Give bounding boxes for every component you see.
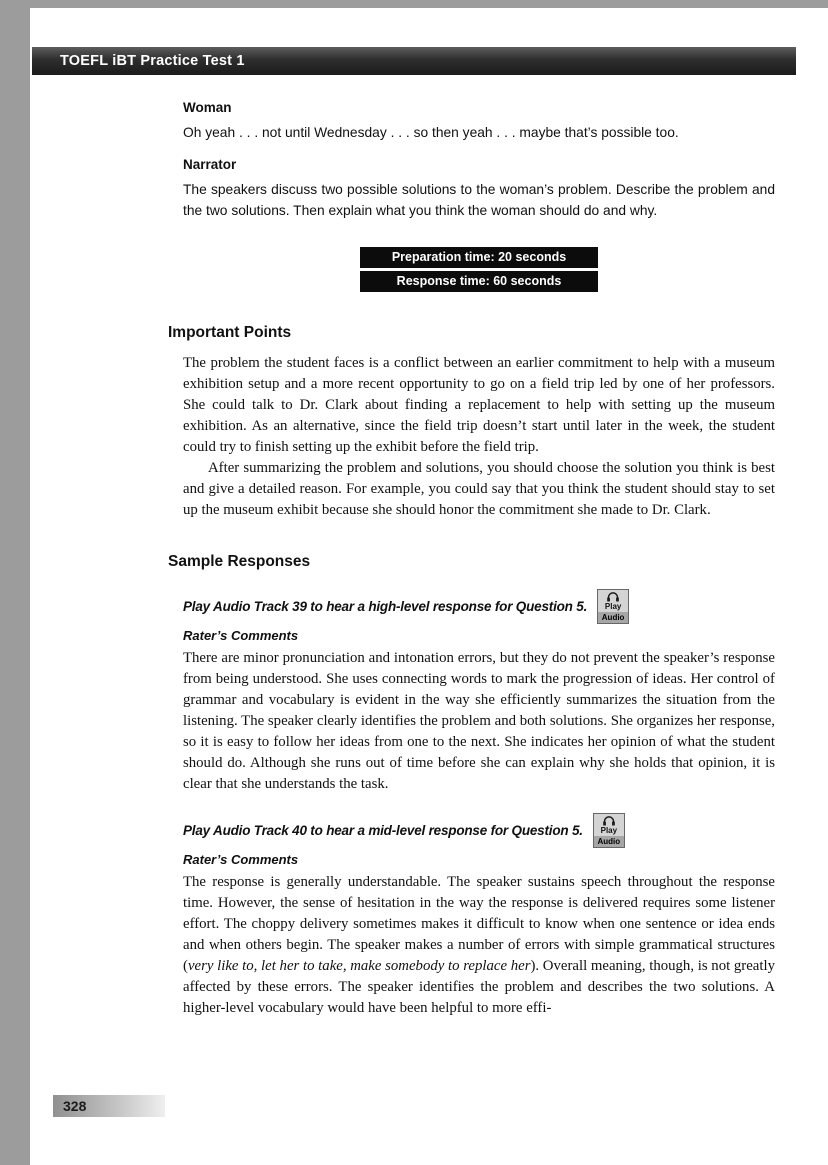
play-audio-track-40-row	[183, 813, 775, 848]
raters-comments-text-2	[183, 872, 775, 1019]
play-audio-icon[interactable]	[593, 813, 625, 848]
woman-transcript-line: Oh yeah . . . not until Wednesday . . . so then yeah . . . maybe that’s possible too.	[183, 125, 679, 140]
important-points-paragraph-1: The problem the student faces is a conflict between an earlier commitment to help with a museum exhibition setup and a more recent opportunity to go on a field trip led by one of her professors. She could talk to Dr. Clark about finding a replacement to help with setting up the museum exhibition. As an alternative, since the field trip doesn’t start until later in the week, the student could try to finish setting up the exhibit before the field trip.	[183, 355, 775, 455]
audio-icon-play-label: Play	[604, 602, 622, 611]
raters-comments-text-1: There are minor pronunciation and intonation errors, but they do not prevent the speaker’s response from being understood. She uses connecting words to mark the progression of ideas. Her control of grammar and vocabulary is evident in the way she efficiently summarizes the situation from the listening. The speaker clearly identifies the problem and both solutions. She organizes her response, so it is easy to follow her ideas from one to the next. She indicates her opinion of what the student should do. Although she runs out of time before she can explain why she holds that opinion, it is clear that she understands the task.	[183, 650, 775, 792]
narrator-transcript-line: The speakers discuss two possible solutions to the woman’s problem. Describe the problem and the two solutions. Then explain what you think the woman should do and why.	[183, 182, 775, 218]
book-page	[30, 8, 828, 1165]
raters-comments-2-italic-examples: very like to, let her to take, make somebody to replace her	[187, 958, 531, 974]
sample-responses-heading: Sample Responses	[168, 553, 311, 570]
audio-icon-play-label: Play	[600, 826, 618, 835]
preparation-time-bar: Preparation time: 20 seconds	[360, 247, 598, 268]
play-audio-track-40-line: Play Audio Track 40 to hear a mid-level response for Question 5.	[183, 823, 583, 838]
important-points-paragraph-2: After summarizing the problem and solutions, you should choose the solution you think is best and give a detailed reason. For example, you could say that you think the student should stay to set up the museum exhibit because she should honor the commitment she made to Dr. Clark.	[183, 460, 775, 518]
audio-icon-audio-label: Audio	[598, 612, 628, 623]
raters-comments-2-part-1: The response is generally understandable. The speaker sustains speech throughout the response time. However, the sense of hesitation in the way the response is delivered requires some listener effort. The choppy delivery sometimes makes it difficult to know when one sentence or idea ends and when others begin. The speaker makes a number of errors with simple grammatical structures (	[183, 874, 775, 974]
raters-comments-2-part-2: ). Overall meaning, though, is not greatly affected by these errors. The speaker identifies the problem and describes the two solutions. A higher-level vocabulary would have been helpful to more effi-	[183, 958, 775, 1016]
response-time-bar: Response time: 60 seconds	[360, 271, 598, 292]
page-number: 328	[63, 1098, 87, 1114]
headphones-icon	[602, 816, 616, 826]
raters-comments-label-2: Rater’s Comments	[183, 852, 299, 867]
important-points-heading: Important Points	[168, 324, 292, 341]
timer-box	[360, 247, 598, 292]
narrator-speaker-label: Narrator	[183, 157, 237, 172]
play-audio-track-39-line: Play Audio Track 39 to hear a high-level response for Question 5.	[183, 599, 588, 614]
page-header-title: TOEFL iBT Practice Test 1	[60, 53, 245, 69]
audio-icon-audio-label: Audio	[594, 836, 624, 847]
page-header-bar	[32, 47, 796, 75]
page-content	[30, 86, 828, 1019]
woman-speaker-label: Woman	[183, 100, 232, 115]
raters-comments-label-1: Rater’s Comments	[183, 628, 299, 643]
headphones-icon	[606, 592, 620, 602]
page-number-bar	[53, 1095, 165, 1117]
play-audio-track-39-row	[183, 589, 775, 624]
play-audio-icon[interactable]	[597, 589, 629, 624]
